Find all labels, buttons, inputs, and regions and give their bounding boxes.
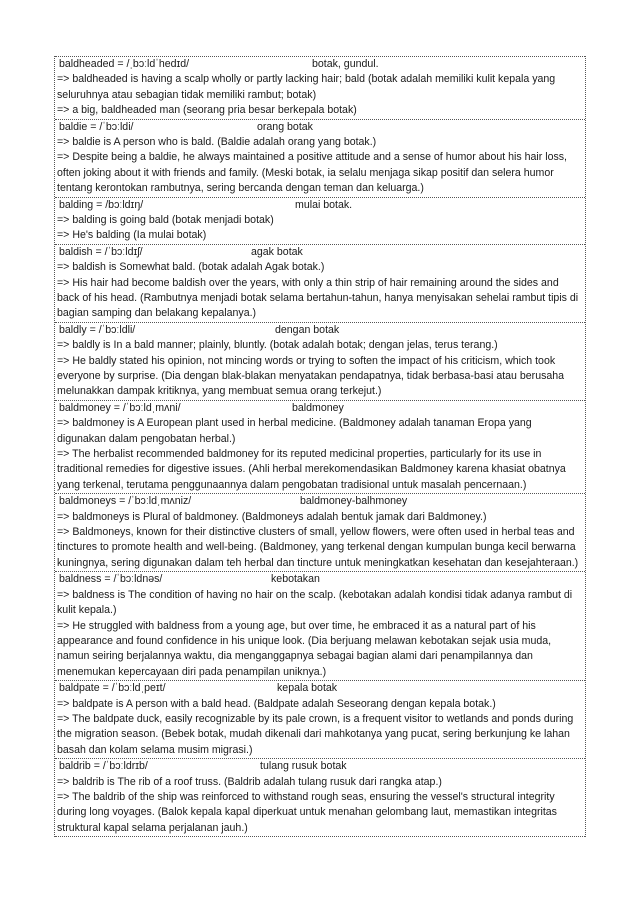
example-line: => The baldpate duck, easily recognizable by its pale crown, is a frequent visitor to wetlands and ponds during the migration season. (Bebek botak, mudah dikenali dari mahkotanya yang pucat, sering berkunjung ke lahan basah dan kolam selama musim migrasi.) <box>57 712 574 756</box>
entry-translation: orang botak <box>257 120 313 133</box>
entry-term: baldrib = /ˈbɔːldrɪb/ <box>59 760 148 773</box>
definition-line: => baldness is The condition of having no hair on the scalp. (kebotakan adalah kondisi tidak adanya rambut di kulit kepala.) <box>57 588 573 617</box>
entry-term: baldpate = /ˈbɔːldˌpeɪt/ <box>59 682 166 695</box>
entry-baldpate <box>55 680 585 758</box>
definition-line: => baldly is In a bald manner; plainly, bluntly. (botak adalah botak; dengan jelas, terus terang.) <box>57 339 498 352</box>
entry-translation: baldmoney-balhmoney <box>300 495 408 508</box>
definition-line: => baldish is Somewhat bald. (botak adalah Agak botak.) <box>57 261 325 274</box>
entry-baldmoney <box>55 400 585 493</box>
entry-term: baldmoney = /ˈbɔːldˌmʌni/ <box>59 401 181 414</box>
entry-term: baldish = /ˈbɔːldɪʃ/ <box>59 245 143 258</box>
example-line: => He baldly stated his opinion, not mincing words or trying to soften the impact of his criticism, which took everyone by surprise. (Dia dengan blak-blakan menyatakan pendapatnya, tidak berbasa-basi atau berusaha melunakkan dampak kritiknya, yang membuat semua orang terkejut.) <box>57 354 565 398</box>
entry-translation: botak, gundul. <box>312 58 379 70</box>
entry-baldness <box>55 571 585 680</box>
entry-balding <box>55 197 585 244</box>
definition-line: => baldmoneys is Plural of baldmoney. (Baldmoneys adalah bentuk jamak dari Baldmoney.) <box>57 510 487 523</box>
entry-translation: kepala botak <box>277 682 338 695</box>
dictionary-page <box>54 56 586 837</box>
example-line: => The herbalist recommended baldmoney for its reputed medicinal properties, particularly for its use in traditional remedies for digestive issues. (Ahli herbal merekomendasikan Baldmoney karena khasiat obatnya yang terkenal, terutama penggunaannya dalam pengobatan tradisional untuk masalah pencernaan.) <box>57 448 566 491</box>
entry-term: balding = /bɔːldɪŋ/ <box>59 198 144 211</box>
entry-term: baldness = /ˈbɔːldnəs/ <box>59 573 163 586</box>
definition-line: => baldheaded is having a scalp wholly or partly lacking hair; bald (botak adalah memiliki kulit kepala yang seluruhnya atau sebagian tidak memiliki rambut; botak) <box>57 73 556 101</box>
definition-line: => balding is going bald (botak menjadi botak) <box>57 214 274 227</box>
entry-baldrib <box>55 758 585 837</box>
definition-line: => baldmoney is A European plant used in herbal medicine. (Baldmoney adalah tanaman Eropa yang digunakan dalam pengobatan herbal.) <box>57 417 532 445</box>
entry-translation: baldmoney <box>292 401 344 414</box>
example-line: => a big, baldheaded man (seorang pria besar berkepala botak) <box>57 104 357 117</box>
entry-baldly <box>55 322 585 400</box>
definition-line: => baldrib is The rib of a roof truss. (Baldrib adalah tulang rusuk dari rangka atap.) <box>57 775 442 788</box>
entry-baldheaded <box>55 56 585 119</box>
entry-translation: kebotakan <box>271 573 320 586</box>
entry-translation: tulang rusuk botak <box>260 760 347 773</box>
example-line: => He struggled with baldness from a young age, but over time, he embraced it as a natural part of his appearance and found confidence in his unique look. (Dia berjuang melawan kebotakan sejak usia muda, namun seiring berjalannya waktu, dia menganggapnya sebagai bagian alami dari penampilannya dan menemukan kepercayaan diri pada penampilan uniknya.) <box>57 619 552 678</box>
entry-baldmoneys <box>55 493 585 571</box>
entry-translation: mulai botak. <box>295 198 353 211</box>
entry-baldie <box>55 119 585 197</box>
definition-line: => baldie is A person who is bald. (Baldie adalah orang yang botak.) <box>57 136 377 148</box>
example-line: => Despite being a baldie, he always maintained a positive attitude and a sense of humor about his hair loss, often joking about it with friends and family. (Meski botak, ia selalu menjaga sikap positif dan selera humor tentang kerontokan rambutnya, sering bercanda dengan teman dan keluarga.) <box>57 151 567 195</box>
example-line: => Baldmoneys, known for their distinctive clusters of small, yellow flowers, were often used in herbal teas and tinctures to promote health and well-being. (Baldmoney, yang terkenal dengan kumpulan bunga kecil berwarna kuningnya, sering digunakan dalam teh herbal dan tincture untuk meningkatkan kesehatan dan kesejahteraan.) <box>57 526 579 569</box>
entry-term: baldie = /ˈbɔːldi/ <box>59 120 134 133</box>
entry-term: baldheaded = /ˌbɔːldˈhedɪd/ <box>59 58 190 70</box>
example-line: => The baldrib of the ship was reinforced to withstand rough seas, ensuring the vessel's structural integrity during long voyages. (Balok kepala kapal diperkuat untuk menahan gelombang laut, memastikan integritas struktural kapal selama perjalanan jauh.) <box>57 790 557 834</box>
entry-term: baldmoneys = /ˈbɔːldˌmʌniz/ <box>59 495 192 508</box>
example-line: => His hair had become baldish over the years, with only a thin strip of hair remaining around the sides and back of his head. (Rambutnya menjadi botak selama bertahun-tahun, hanya menyisakan sehelai rambut tipis di bagian samping dan belakang kepalanya.) <box>57 276 579 320</box>
definition-line: => baldpate is A person with a bald head. (Baldpate adalah Seseorang dengan kepala botak.) <box>57 697 496 710</box>
entry-term: baldly = /ˈbɔːldli/ <box>59 323 136 336</box>
entry-translation: agak botak <box>251 245 303 258</box>
entry-translation: dengan botak <box>275 323 340 336</box>
example-line: => He's balding (Ia mulai botak) <box>57 229 207 242</box>
entry-baldish <box>55 244 585 322</box>
